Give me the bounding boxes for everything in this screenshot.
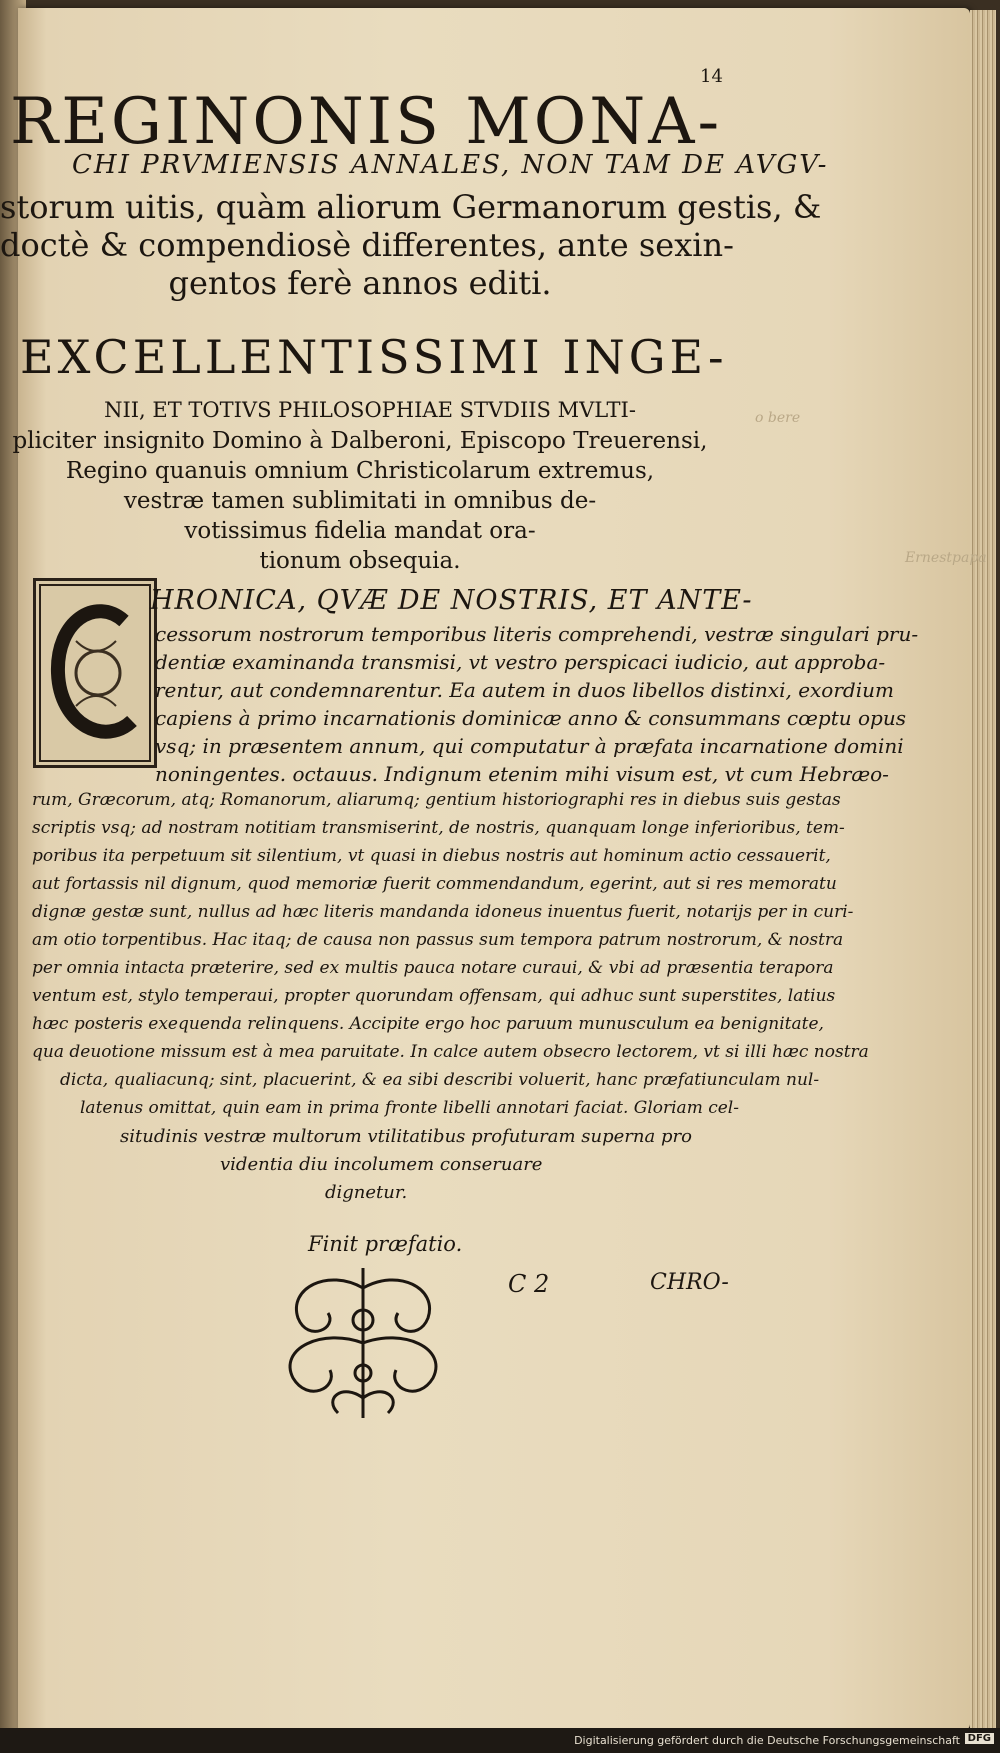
page-edges (970, 10, 996, 1730)
body-line: hæc posteris exequenda relinquens. Accipite ergo hoc paruum munusculum ea benignitate, (32, 1014, 824, 1034)
body-line: rentur, aut condemnarentur. Ea autem in duos libellos distinxi, exordium (155, 678, 894, 702)
title-line-4: doctè & compendiosè differentes, ante sexin- (0, 226, 734, 264)
dedication-line-4: Regino quanuis omnium Christicolarum extremus, (65, 458, 655, 484)
body-line: per omnia intacta præterire, sed ex multis pauca notare curaui, & vbi ad præsentia terapora (32, 958, 834, 978)
body-line: dignetur. (325, 1182, 408, 1203)
body-line: situdinis vestræ multorum vtilitatibus profuturam superna pro (120, 1126, 692, 1147)
signature-mark: C 2 (508, 1270, 550, 1298)
dedication-line-2: NII, ET TOTIVS PHILOSOPHIAE STVDIIS MVLTI- (104, 398, 636, 422)
show-through-text: o bere (755, 410, 801, 426)
title-line-2: CHI PRVMIENSIS ANNALES, NON TAM DE AVGV- (72, 150, 829, 180)
dedication-line-7: tionum obsequia. (259, 548, 461, 574)
decorated-initial-c (33, 578, 157, 768)
dedication-line-3: pliciter insignito Domino à Dalberoni, Episcopo Treuerensi, (12, 428, 708, 454)
dedication-line-6: votissimus fidelia mandat ora- (184, 518, 536, 544)
title-line-1: REGINONIS MONA- (10, 85, 723, 159)
dfg-logo: DFG (965, 1733, 994, 1744)
title-line-3: storum uitis, quàm aliorum Germanorum gestis, & (0, 188, 822, 226)
dedication-line-5: vestræ tamen sublimitati in omnibus de- (123, 488, 597, 514)
catchword: CHRO- (650, 1270, 729, 1295)
finit-praefatio: Finit præfatio. (308, 1232, 463, 1256)
floral-ornament-icon (268, 1258, 458, 1428)
title-line-5: gentos ferè annos editi. (168, 264, 552, 302)
body-line: poribus ita perpetuum sit silentium, vt quasi in diebus nostris aut hominum actio cessauerit, (32, 846, 831, 866)
show-through-text: Ernestpapa (905, 550, 987, 566)
body-line: dentiæ examinanda transmisi, vt vestro perspicaci iudicio, aut approba- (155, 650, 886, 674)
body-line: capiens à primo incarnationis dominicæ anno & consummans cœptu opus (155, 706, 906, 730)
digitization-credit: Digitalisierung gefördert durch die Deutsche Forschungsgemeinschaft (574, 1734, 960, 1747)
body-line: aut fortassis nil dignum, quod memoriæ fuerit commendandum, egerint, aut si res memoratu (32, 874, 837, 894)
body-line: am otio torpentibus. Hac itaq; de causa non passus sum tempora patrum nostrorum, & nostra (32, 930, 844, 950)
body-first-line: HRONICA, QVÆ DE NOSTRIS, ET ANTE- (150, 585, 753, 616)
body-line: cessorum nostrorum temporibus literis comprehendi, vestræ singulari pru- (155, 622, 919, 646)
page-number: 14 (700, 66, 723, 87)
body-line: ventum est, stylo temperaui, propter quorundam offensam, qui adhuc sunt superstites, latius (32, 986, 836, 1006)
body-line: qua deuotione missum est à mea paruitate. In calce autem obsecro lectorem, vt si illi hæc nostra (32, 1042, 869, 1062)
body-line: vsq; in præsentem annum, qui computatur à præfata incarnatione domini (155, 734, 904, 758)
dedication-line-1: EXCELLENTISSIMI INGE- (20, 330, 728, 384)
body-line: noningentes. octauus. Indignum etenim mihi visum est, vt cum Hebræo- (155, 762, 889, 786)
body-line: videntia diu incolumem conseruare (220, 1154, 543, 1175)
body-line: latenus omittat, quin eam in prima fronte libelli annotari faciat. Gloriam cel- (80, 1098, 739, 1118)
body-line: dicta, qualiacunq; sint, placuerint, & ea sibi describi voluerit, hanc præfatiunculam nul- (60, 1070, 820, 1090)
body-line: rum, Græcorum, atq; Romanorum, aliarumq; gentium historiographi res in diebus suis gestas (32, 790, 841, 810)
body-line: scriptis vsq; ad nostram notitiam transmiserint, de nostris, quanquam longe inferioribus, tem- (32, 818, 845, 838)
body-line: dignæ gestæ sunt, nullus ad hæc literis mandanda idoneus inuentus fuerit, notarijs per in curi- (32, 902, 854, 922)
